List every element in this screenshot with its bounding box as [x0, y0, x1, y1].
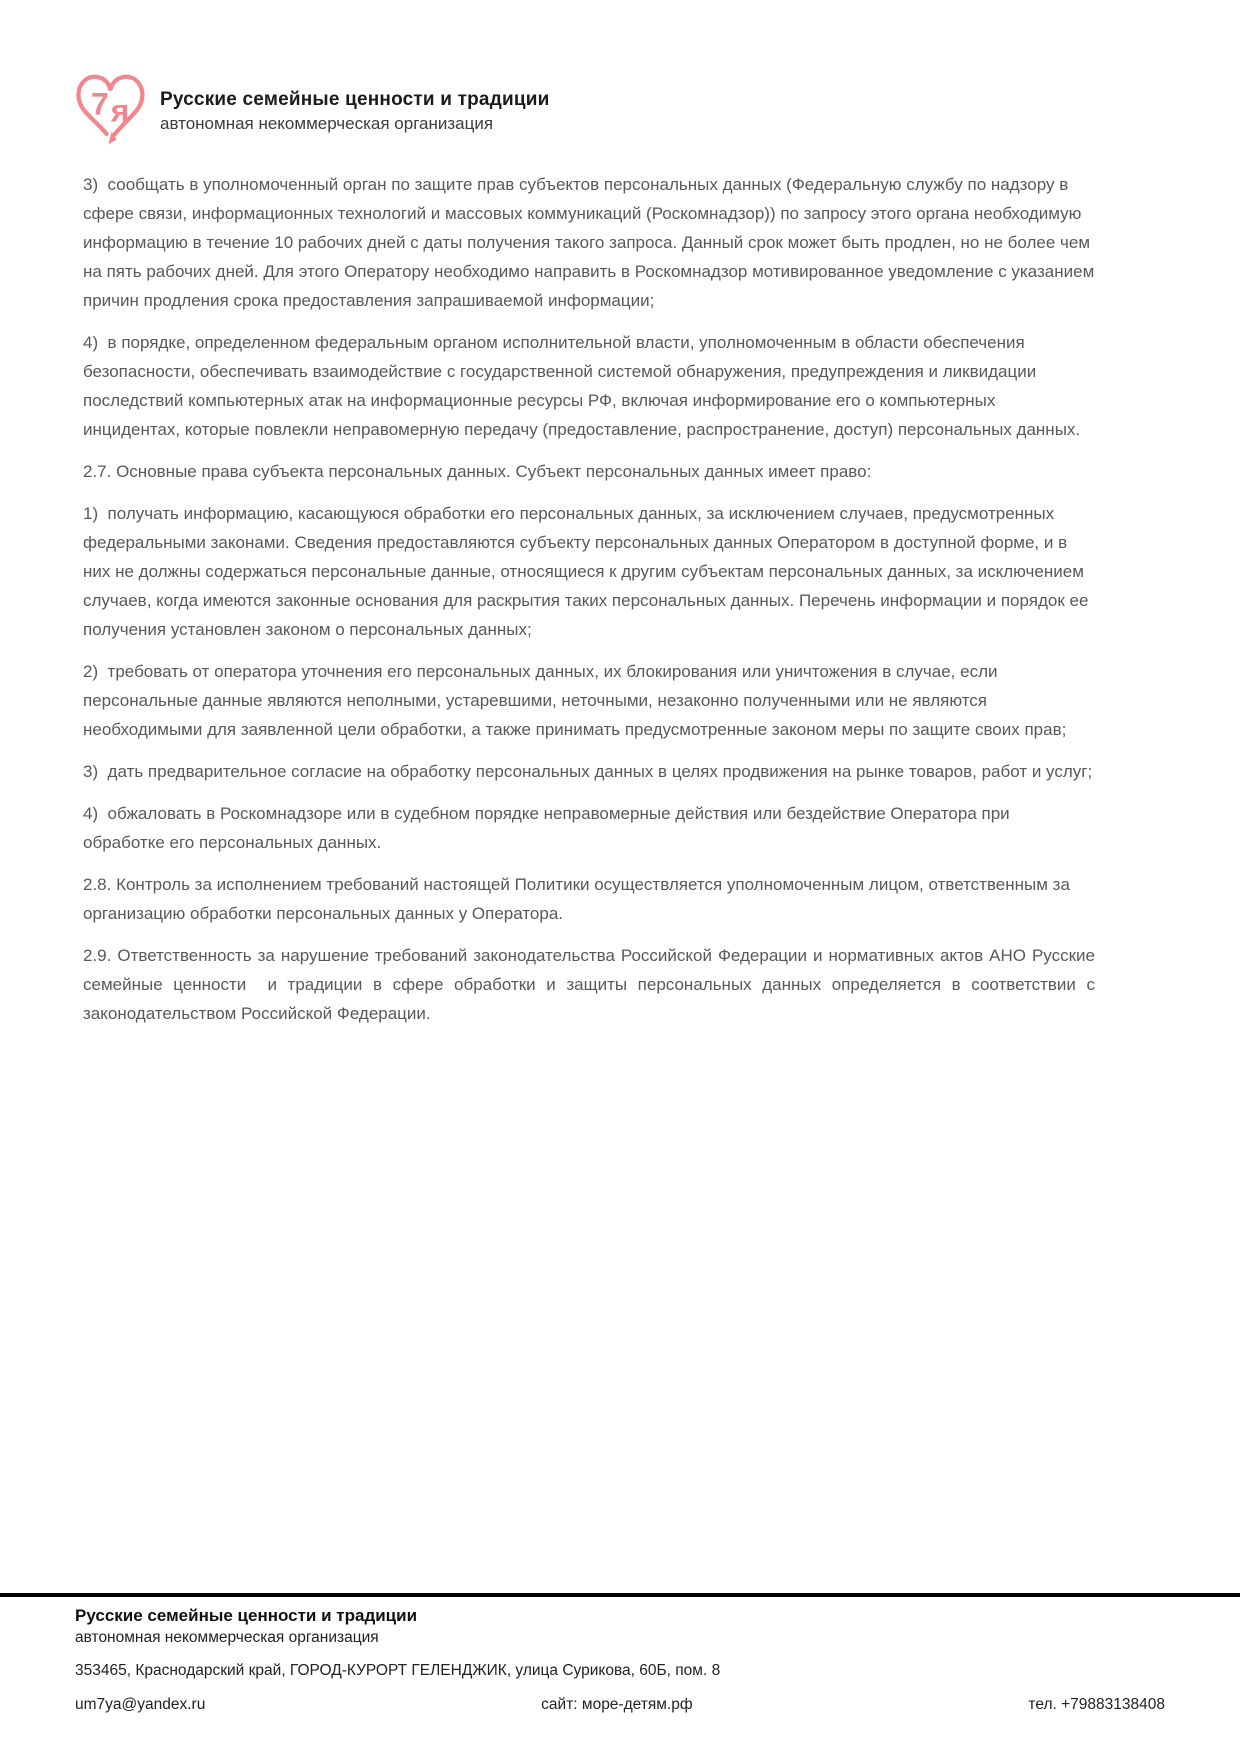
section-2-9: 2.9. Ответственность за нарушение требований законодательства Российской Федерации и нормативных актов АНО Русские семейные ценности и традиции в сфере обработки и защиты персональных данных определяется в соответствии с законодательством Российской Федерации. — [83, 946, 1100, 1023]
footer-org-type: автономная некоммерческая организация — [75, 1629, 379, 1646]
footer — [75, 1606, 1165, 1714]
footer-address: 353465, Краснодарский край, ГОРОД-КУРОРТ ГЕЛЕНДЖИК, улица Сурикова, 60Б, пом. 8 — [75, 1662, 721, 1679]
footer-divider — [0, 1593, 1240, 1597]
org-type: автономная некоммерческая организация — [160, 113, 494, 133]
header-text — [160, 83, 549, 134]
footer-org-name: Русские семейные ценности и традиции — [75, 1606, 418, 1625]
rights-item-3: 3) дать предварительное согласие на обработку персональных данных в целях продвижения на рынке товаров, работ и услуг; — [83, 762, 1093, 781]
footer-email: um7ya@yandex.ru — [75, 1696, 206, 1713]
header — [68, 66, 549, 150]
footer-phone: тел. +79883138408 — [1028, 1696, 1165, 1713]
rights-item-1: 1) получать информацию, касающуюся обработки его персональных данных, за исключением случаев, предусмотренных федеральными законами. Сведения предоставляются субъекту персональных данных Оператором в доступной форме, и в них не должны содержаться персональные данные, относящиеся к другим субъектам персональных данных, за исключением случаев, когда имеются законные основания для раскрытия таких персональных данных. Перечень информации и порядок ее получения установлен законом о персональных данных; — [83, 504, 1094, 639]
rights-item-2: 2) требовать от оператора уточнения его персональных данных, их блокирования или уничтожения в случае, если персональные данные являются неполными, устаревшими, неточными, незаконно полученными или не являются необходимыми для заявленной цели обработки, а также принимать предусмотренные законом меры по защите своих прав; — [83, 662, 1067, 739]
rights-item-4: 4) обжаловать в Роскомнадзоре или в судебном порядке неправомерные действия или бездействие Оператора при обработке его персональных данных. — [83, 804, 1015, 852]
section-2-8: 2.8. Контроль за исполнением требований настоящей Политики осуществляется уполномоченным лицом, ответственным за организацию обработки персональных данных у Оператора. — [83, 875, 1075, 923]
svg-text:я: я — [110, 92, 130, 129]
svg-text:7: 7 — [91, 85, 109, 122]
list-item-4: 4) в порядке, определенном федеральным органом исполнительной власти, уполномоченным в области обеспечения безопасности, обеспечивать взаимодействие с государственной системой обнаружения, предупреждения и ликвидации последствий компьютерных атак на информационные ресурсы РФ, включая информирование его о компьютерных инцидентах, которые повлекли неправомерную передачу (предоставление, распространение, доступ) персональных данных. — [83, 333, 1081, 439]
section-2-7: 2.7. Основные права субъекта персональных данных. Субъект персональных данных имеет право: — [83, 462, 872, 481]
heart-7ya-logo-icon — [68, 66, 152, 150]
document-body — [83, 170, 1100, 1041]
list-item-3: 3) сообщать в уполномоченный орган по защите прав субъектов персональных данных (Федеральную службу по надзору в сфере связи, информационных технологий и массовых коммуникаций (Роскомнадзор)) по запросу этого органа необходимую информацию в течение 10 рабочих дней с даты получения такого запроса. Данный срок может быть продлен, но не более чем на пять рабочих дней. Для этого Оператору необходимо направить в Роскомнадзор мотивированное уведомление с указанием причин продления срока предоставления запрашиваемой информации; — [83, 175, 1100, 310]
footer-contacts — [75, 1696, 1165, 1714]
footer-site: сайт: море-детям.рф — [541, 1696, 693, 1713]
org-name: Русские семейные ценности и традиции — [160, 88, 550, 110]
